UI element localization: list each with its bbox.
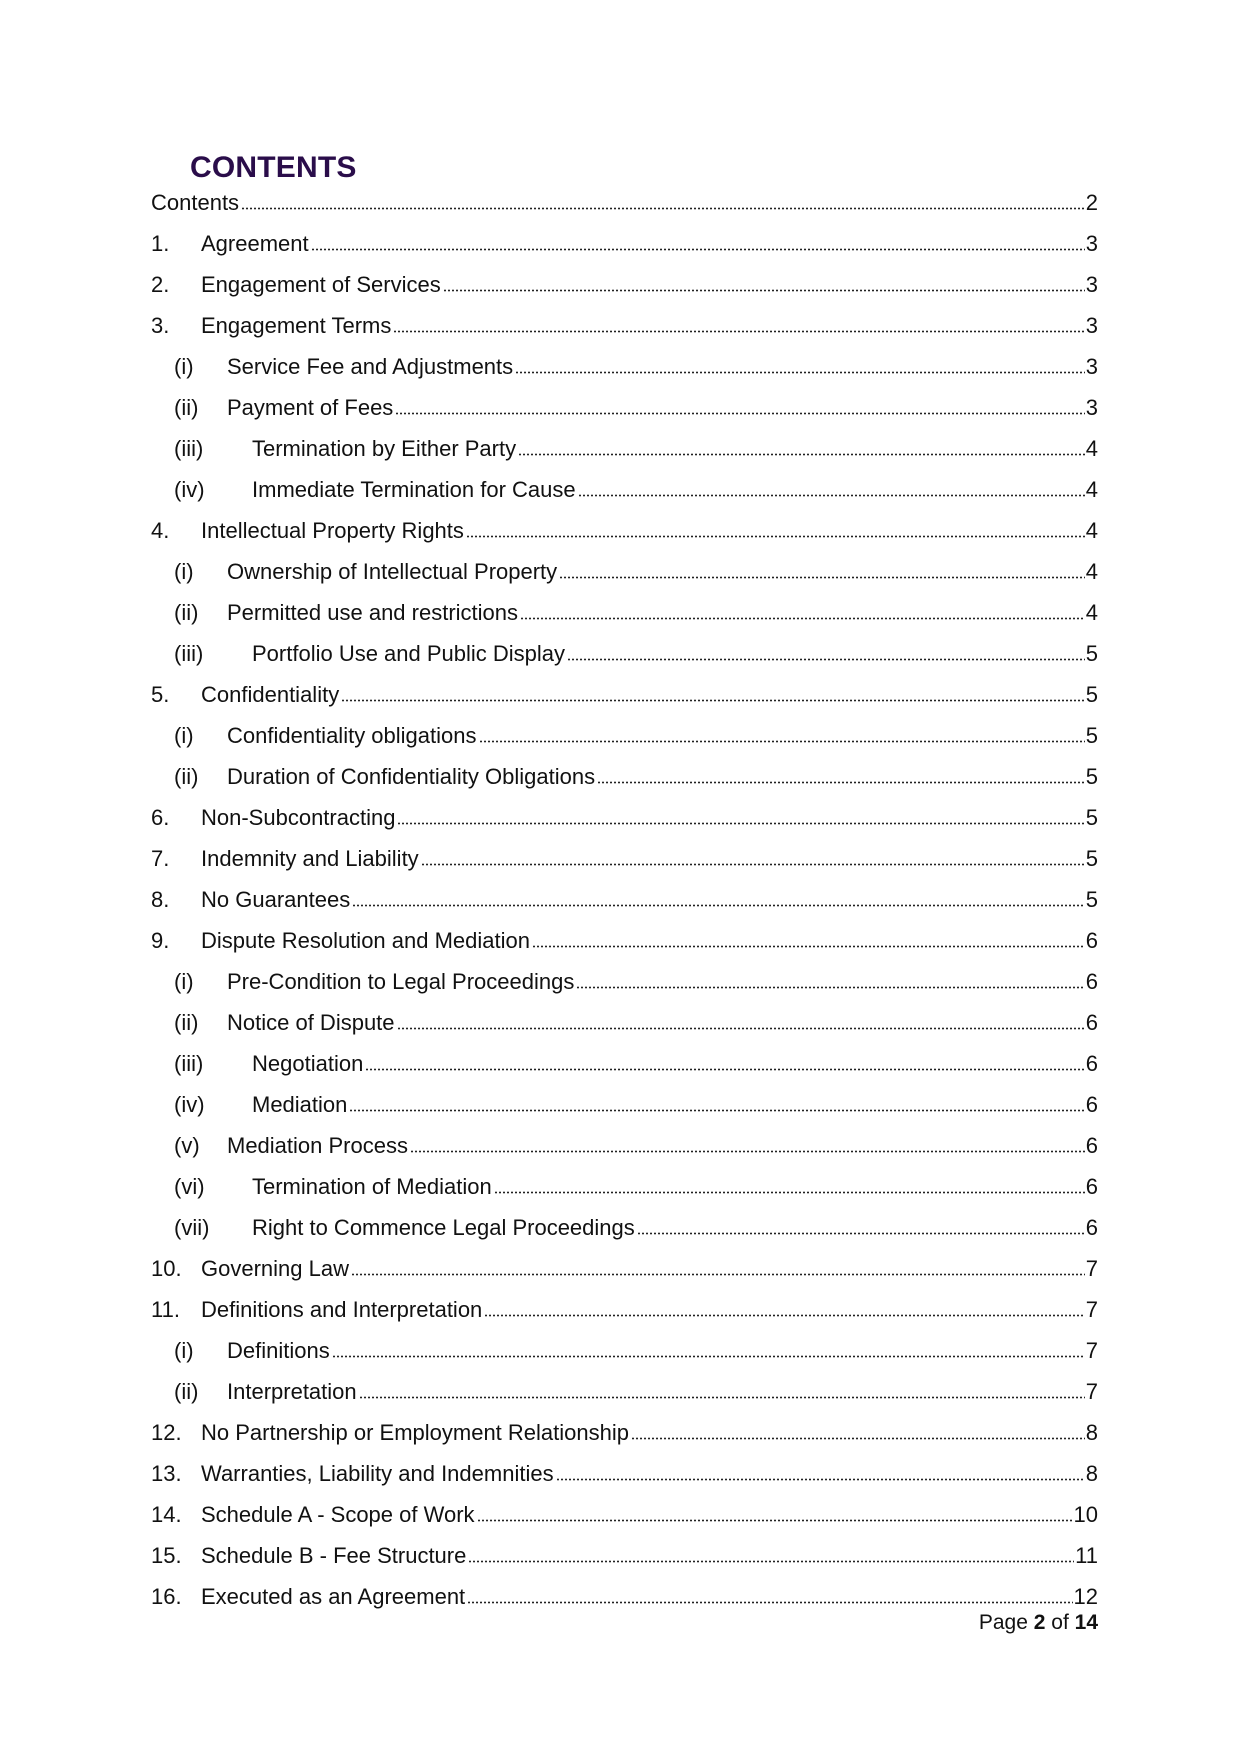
toc-entry-title: Mediation	[252, 1092, 348, 1117]
toc-entry-page: 11	[1075, 1543, 1098, 1568]
toc-entry-number: 1.	[151, 231, 170, 256]
toc-entry-number: (ii)	[174, 600, 199, 625]
toc-entry-number: 8.	[151, 887, 170, 912]
toc-entry-number: 9.	[151, 928, 170, 953]
toc-entry-title: Warranties, Liability and Indemnities	[201, 1461, 554, 1486]
toc-entry[interactable]	[151, 707, 1098, 748]
toc-entry-title: Payment of Fees	[227, 395, 394, 420]
toc-entry-page: 4	[1085, 518, 1098, 543]
toc-entry[interactable]	[151, 338, 1098, 379]
toc-entry[interactable]	[151, 256, 1098, 297]
toc-dot-leader	[365, 1068, 1084, 1071]
toc-dot-leader	[421, 863, 1085, 866]
toc-entry[interactable]	[151, 912, 1098, 953]
toc-entry[interactable]	[151, 297, 1098, 338]
toc-entry-page: 5	[1085, 887, 1098, 912]
toc-entry-title: Service Fee and Adjustments	[227, 354, 514, 379]
toc-dot-leader	[597, 781, 1085, 784]
toc-entry-number: (v)	[174, 1133, 200, 1158]
toc-entry-title: Right to Commence Legal Proceedings	[252, 1215, 635, 1240]
toc-dot-leader	[393, 330, 1084, 333]
toc-entry-title: No Partnership or Employment Relationship	[201, 1420, 629, 1445]
toc-entry-page: 8	[1085, 1420, 1098, 1445]
toc-entry-number: (vi)	[174, 1174, 205, 1199]
toc-entry-number: (ii)	[174, 395, 199, 420]
toc-dot-leader	[349, 1109, 1084, 1112]
toc-entry-page: 6	[1085, 1174, 1098, 1199]
toc-entry-page: 6	[1085, 1010, 1098, 1035]
toc-entry-number: 15.	[151, 1543, 182, 1568]
toc-dot-leader	[241, 207, 1085, 210]
toc-entry-title: Schedule B - Fee Structure	[201, 1543, 467, 1568]
toc-entry-title: Notice of Dispute	[227, 1010, 395, 1035]
toc-dot-leader	[359, 1396, 1085, 1399]
toc-dot-leader	[341, 699, 1085, 702]
toc-entry-number: 5.	[151, 682, 170, 707]
toc-entry-number: 14.	[151, 1502, 182, 1527]
toc-entry[interactable]	[151, 1117, 1098, 1158]
toc-entry-number: (i)	[174, 354, 194, 379]
toc-entry-title: Immediate Termination for Cause	[252, 477, 576, 502]
toc-dot-leader	[520, 617, 1085, 620]
toc-dot-leader	[479, 740, 1085, 743]
toc-entry-page: 4	[1085, 559, 1098, 584]
toc-entry[interactable]	[151, 1486, 1098, 1527]
toc-entry-page: 6	[1085, 928, 1098, 953]
toc-entry-title: Termination by Either Party	[252, 436, 517, 461]
toc-entry[interactable]	[151, 748, 1098, 789]
toc-entry[interactable]	[151, 215, 1098, 256]
toc-dot-leader	[466, 535, 1085, 538]
toc-entry-title: Engagement of Services	[201, 272, 441, 297]
toc-entry-page: 3	[1085, 231, 1098, 256]
footer-current-page: 2	[1033, 1611, 1046, 1634]
table-of-contents	[151, 186, 1098, 1609]
toc-entry-page: 5	[1085, 846, 1098, 871]
toc-dot-leader	[576, 986, 1084, 989]
toc-entry-number: (i)	[174, 1338, 194, 1363]
toc-dot-leader	[395, 412, 1084, 415]
toc-entry[interactable]	[151, 186, 1098, 215]
toc-dot-leader	[637, 1232, 1085, 1235]
toc-entry-page: 7	[1085, 1379, 1098, 1404]
toc-entry-number: (iii)	[174, 1051, 204, 1076]
toc-dot-leader	[332, 1355, 1085, 1358]
toc-entry[interactable]	[151, 1445, 1098, 1486]
toc-entry-page: 3	[1085, 272, 1098, 297]
footer-total-pages: 14	[1074, 1611, 1098, 1634]
toc-entry-page: 6	[1085, 1092, 1098, 1117]
toc-entry-number: 13.	[151, 1461, 182, 1486]
toc-entry-number: (i)	[174, 969, 194, 994]
toc-entry-number: 3.	[151, 313, 170, 338]
toc-entry[interactable]	[151, 502, 1098, 543]
toc-dot-leader	[515, 371, 1085, 374]
toc-entry-page: 4	[1085, 477, 1098, 502]
toc-entry-page: 5	[1085, 682, 1098, 707]
toc-entry-number: 10.	[151, 1256, 182, 1281]
toc-entry-number: (ii)	[174, 764, 199, 789]
toc-entry-title: Dispute Resolution and Mediation	[201, 928, 530, 953]
toc-dot-leader	[494, 1191, 1085, 1194]
toc-entry-page: 6	[1085, 1133, 1098, 1158]
toc-entry-title: Negotiation	[252, 1051, 364, 1076]
toc-entry-title: Interpretation	[227, 1379, 357, 1404]
toc-entry-title: Portfolio Use and Public Display	[252, 641, 566, 666]
toc-entry[interactable]	[151, 830, 1098, 871]
toc-entry-page: 4	[1085, 436, 1098, 461]
toc-entry[interactable]	[151, 994, 1098, 1035]
toc-entry-title: Definitions	[227, 1338, 330, 1363]
toc-entry[interactable]	[151, 1322, 1098, 1363]
toc-entry-title: Permitted use and restrictions	[227, 600, 519, 625]
toc-entry-title: Confidentiality obligations	[227, 723, 477, 748]
toc-dot-leader	[567, 658, 1085, 661]
toc-entry-title: Mediation Process	[227, 1133, 408, 1158]
toc-entry[interactable]	[151, 1527, 1098, 1568]
toc-entry-title: Intellectual Property Rights	[201, 518, 464, 543]
toc-dot-leader	[352, 904, 1085, 907]
toc-dot-leader	[397, 822, 1084, 825]
page-number-footer	[979, 1611, 1098, 1635]
toc-entry[interactable]	[151, 543, 1098, 584]
toc-entry[interactable]	[151, 1240, 1098, 1281]
toc-entry[interactable]	[151, 789, 1098, 830]
toc-entry[interactable]	[151, 1199, 1098, 1240]
toc-entry[interactable]	[151, 420, 1098, 461]
toc-entry-number: 6.	[151, 805, 170, 830]
toc-entry[interactable]	[151, 871, 1098, 912]
toc-entry[interactable]	[151, 953, 1098, 994]
toc-entry-number: 4.	[151, 518, 170, 543]
toc-entry-page: 3	[1085, 395, 1098, 420]
toc-entry-title: Executed as an Agreement	[201, 1584, 466, 1609]
toc-entry-title: Engagement Terms	[201, 313, 392, 338]
toc-entry-title: Duration of Confidentiality Obligations	[227, 764, 596, 789]
toc-entry-number: (iv)	[174, 477, 205, 502]
toc-entry-page: 8	[1085, 1461, 1098, 1486]
page-title: CONTENTS	[190, 151, 357, 184]
toc-entry-number: (i)	[174, 559, 194, 584]
toc-entry-page: 5	[1085, 805, 1098, 830]
toc-dot-leader	[397, 1027, 1085, 1030]
toc-entry[interactable]	[151, 1363, 1098, 1404]
toc-entry-number: (vii)	[174, 1215, 210, 1240]
toc-entry-number: 11.	[151, 1297, 180, 1322]
toc-dot-leader	[484, 1314, 1084, 1317]
toc-entry-title: Confidentiality	[201, 682, 340, 707]
toc-entry[interactable]	[151, 1035, 1098, 1076]
toc-entry-number: (ii)	[174, 1010, 199, 1035]
toc-entry-number: (iv)	[174, 1092, 205, 1117]
toc-entry-title: Termination of Mediation	[252, 1174, 492, 1199]
footer-prefix: Page	[978, 1611, 1028, 1634]
toc-entry-number: 7.	[151, 846, 170, 871]
toc-entry-title: Schedule A - Scope of Work	[201, 1502, 475, 1527]
toc-entry[interactable]	[151, 1076, 1098, 1117]
toc-entry-page: 10	[1073, 1502, 1098, 1527]
toc-dot-leader	[468, 1560, 1074, 1563]
toc-entry-title: Contents	[151, 190, 240, 215]
toc-entry[interactable]	[151, 1568, 1098, 1609]
toc-dot-leader	[631, 1437, 1085, 1440]
toc-dot-leader	[410, 1150, 1085, 1153]
toc-entry[interactable]	[151, 625, 1098, 666]
toc-entry-page: 5	[1085, 764, 1098, 789]
toc-entry[interactable]	[151, 461, 1098, 502]
toc-entry[interactable]	[151, 1158, 1098, 1199]
toc-entry-page: 5	[1085, 641, 1098, 666]
toc-entry-title: Agreement	[201, 231, 309, 256]
toc-entry[interactable]	[151, 666, 1098, 707]
toc-entry-page: 6	[1085, 1051, 1098, 1076]
toc-entry-number: 2.	[151, 272, 170, 297]
toc-entry[interactable]	[151, 379, 1098, 420]
toc-dot-leader	[578, 494, 1085, 497]
toc-entry-page: 3	[1085, 313, 1098, 338]
toc-entry[interactable]	[151, 1404, 1098, 1445]
toc-entry-page: 5	[1085, 723, 1098, 748]
toc-entry[interactable]	[151, 584, 1098, 625]
toc-entry-title: Ownership of Intellectual Property	[227, 559, 558, 584]
toc-entry-page: 2	[1085, 190, 1098, 215]
toc-dot-leader	[477, 1519, 1073, 1522]
toc-entry-number: (iii)	[174, 641, 204, 666]
toc-entry-page: 4	[1085, 600, 1098, 625]
toc-entry-title: Definitions and Interpretation	[201, 1297, 483, 1322]
toc-entry-page: 7	[1085, 1256, 1098, 1281]
toc-dot-leader	[351, 1273, 1085, 1276]
toc-entry-number: 12.	[151, 1420, 182, 1445]
toc-entry-title: Pre-Condition to Legal Proceedings	[227, 969, 575, 994]
toc-dot-leader	[311, 248, 1085, 251]
toc-entry-number: (i)	[174, 723, 194, 748]
toc-entry-page: 12	[1073, 1584, 1098, 1609]
toc-entry-page: 6	[1085, 969, 1098, 994]
toc-entry-title: No Guarantees	[201, 887, 351, 912]
toc-entry-page: 7	[1085, 1297, 1098, 1322]
toc-entry[interactable]	[151, 1281, 1098, 1322]
toc-entry-title: Indemnity and Liability	[201, 846, 419, 871]
toc-entry-page: 3	[1085, 354, 1098, 379]
toc-entry-number: 16.	[151, 1584, 182, 1609]
toc-dot-leader	[467, 1601, 1072, 1604]
toc-dot-leader	[443, 289, 1085, 292]
toc-entry-number: (iii)	[174, 436, 204, 461]
toc-entry-number: (ii)	[174, 1379, 199, 1404]
toc-dot-leader	[532, 945, 1085, 948]
toc-entry-page: 6	[1085, 1215, 1098, 1240]
toc-entry-title: Non-Subcontracting	[201, 805, 396, 830]
footer-of: of	[1051, 1611, 1069, 1634]
toc-entry-page: 7	[1085, 1338, 1098, 1363]
toc-dot-leader	[556, 1478, 1085, 1481]
toc-dot-leader	[559, 576, 1085, 579]
toc-entry-title: Governing Law	[201, 1256, 349, 1281]
toc-dot-leader	[518, 453, 1085, 456]
